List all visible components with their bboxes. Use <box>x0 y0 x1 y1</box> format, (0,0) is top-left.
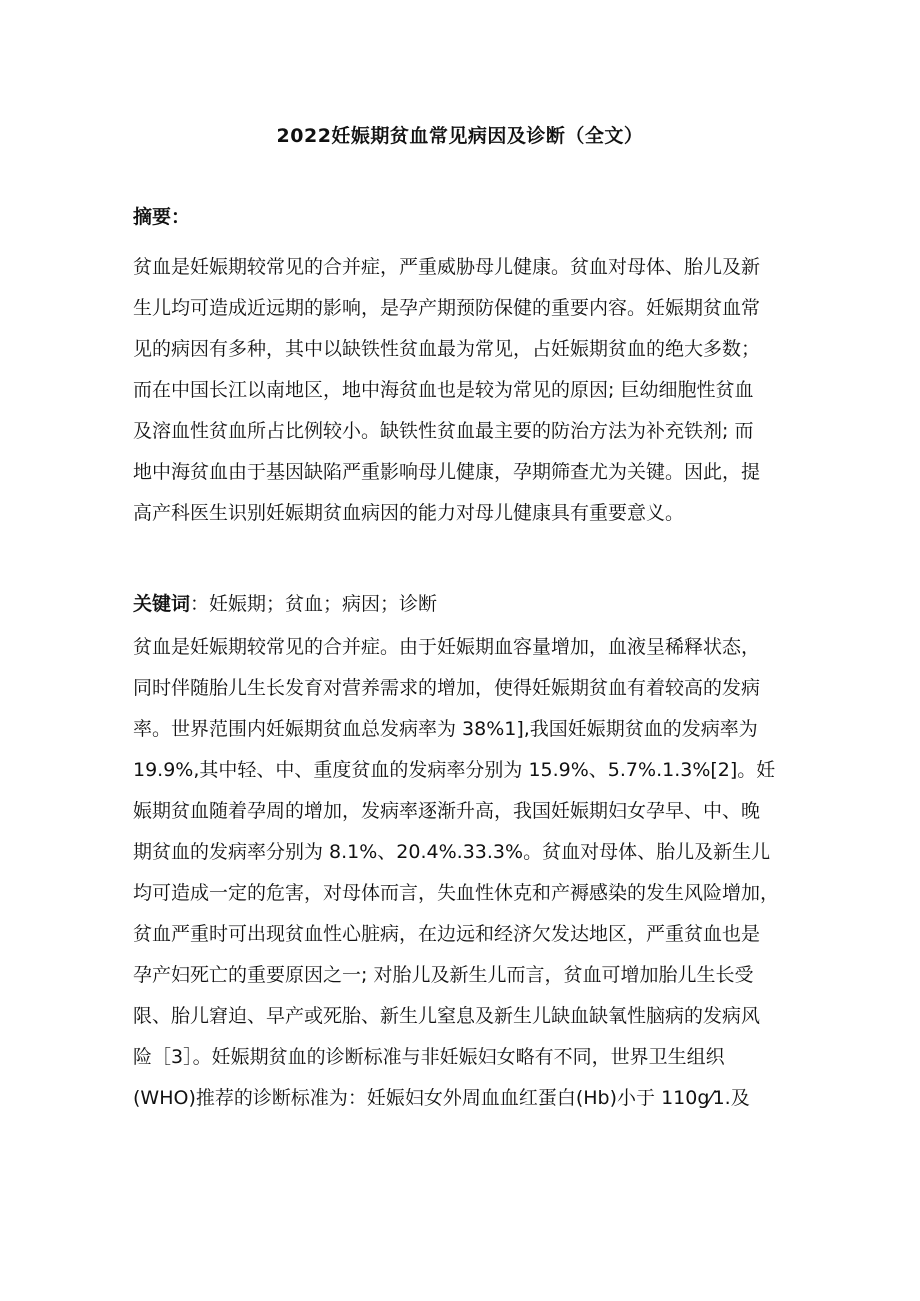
intro-line: 均可造成一定的危害，对母体而言，失血性休克和产褥感染的发生风险增加， <box>133 882 780 904</box>
document-title: 2022妊娠期贫血常见病因及诊断（全文） <box>276 125 644 147</box>
intro-line: 贫血是妊娠期较常见的合并症。由于妊娠期血容量增加，血液呈稀释状态， <box>133 636 761 658</box>
abstract-line: 而在中国长江以南地区，地中海贫血也是较为常见的原因; 巨幼细胞性贫血 <box>133 379 754 401</box>
keywords-row <box>133 584 793 625</box>
intro-paragraph <box>133 627 793 1119</box>
intro-line: 同时伴随胎儿生长发育对营养需求的增加，使得妊娠期贫血有着较高的发病 <box>133 677 761 699</box>
intro-line: 期贫血的发病率分别为 8.1%、20.4%.33.3%。贫血对母体、胎儿及新生儿 <box>133 841 771 863</box>
intro-line: 19.9%,其中轻、中、重度贫血的发病率分别为 15.9%、5.7%.1.3%[2]。妊 <box>133 759 776 781</box>
keywords-label: 关键词 <box>133 593 191 615</box>
intro-line: 险［3］。妊娠期贫血的诊断标准与非妊娠妇女略有不同，世界卫生组织 <box>133 1046 725 1068</box>
abstract-line: 生儿均可造成近远期的影响，是孕产期预防保健的重要内容。妊娠期贫血常 <box>133 297 761 319</box>
intro-line: 孕产妇死亡的重要原因之一; 对胎儿及新生儿而言，贫血可增加胎儿生长受 <box>133 964 754 986</box>
abstract-line: 地中海贫血由于基因缺陷严重影响母儿健康，孕期筛查尤为关键。因此，提 <box>133 461 761 483</box>
intro-line: 限、胎儿窘迫、早产或死胎、新生儿窒息及新生儿缺血缺氧性脑病的发病风 <box>133 1005 761 1027</box>
abstract-line: 高产科医生识别妊娠期贫血病因的能力对母儿健康具有重要意义。 <box>133 502 685 524</box>
abstract-line: 贫血是妊娠期较常见的合并症，严重威胁母儿健康。贫血对母体、胎儿及新 <box>133 256 761 278</box>
keywords-line <box>133 584 793 625</box>
abstract-line: 及溶血性贫血所占比例较小。缺铁性贫血最主要的防治方法为补充铁剂; 而 <box>133 420 754 442</box>
abstract-paragraph <box>133 247 793 534</box>
keywords-text: ：妊娠期；贫血；病因；诊断 <box>190 593 438 615</box>
abstract-line: 见的病因有多种，其中以缺铁性贫血最为常见，占妊娠期贫血的绝大多数； <box>133 338 761 360</box>
intro-line: 率。世界范围内妊娠期贫血总发病率为 38%1],我国妊娠期贫血的发病率为 <box>133 718 758 740</box>
intro-line: (WHO)推荐的诊断标准为：妊娠妇女外周血血红蛋白(Hb)小于 110g⁄1.及 <box>133 1087 750 1109</box>
abstract-heading: 摘要： <box>133 206 191 228</box>
intro-line: 娠期贫血随着孕周的增加，发病率逐渐升高，我国妊娠期妇女孕早、中、晚 <box>133 800 761 822</box>
intro-line: 贫血严重时可出现贫血性心脏病，在边远和经济欠发达地区，严重贫血也是 <box>133 923 761 945</box>
